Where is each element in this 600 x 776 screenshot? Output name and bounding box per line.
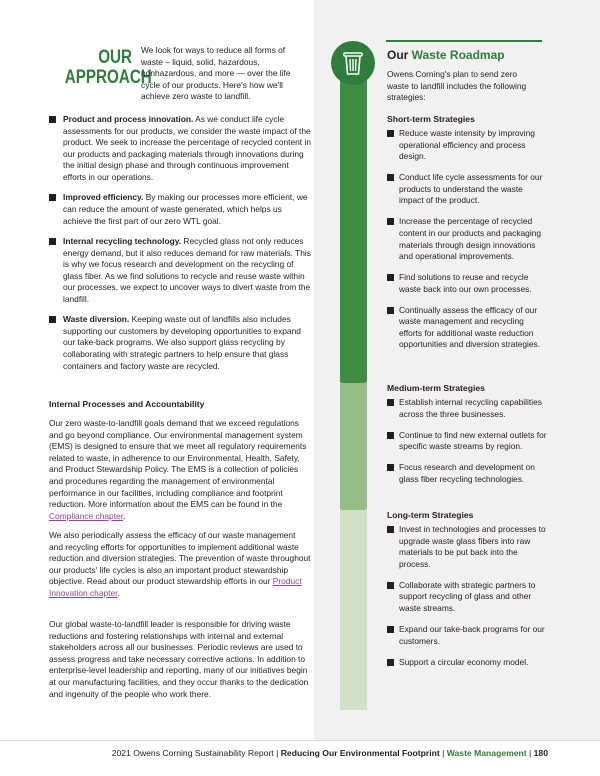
square-bullet-icon xyxy=(387,626,394,633)
square-bullet-icon xyxy=(387,274,394,281)
footer-report-title: 2021 Owens Corning Sustainability Report xyxy=(111,748,274,758)
short-term-timeline-bar xyxy=(340,72,367,382)
assessment-paragraph: We also periodically assess the efficacy of our waste management and recycling efforts for opportunities to implement additional waste reduction and diversion strategies. The prevention of waste throughout our products' life cycles is also an important product stewardship objective. Read about our product stewardship efforts in our Product Innovation chapter. xyxy=(49,530,311,598)
list-item: Product and process innovation. As we conduct life cycle assessments for our products, we consider the waste impact of the product. We seek to increase the percentage of recycled content in our products and packaging materials through innovations during the initial design phase and through continuous improvement efforts in our operations. xyxy=(49,114,311,184)
list-item: Waste diversion. Keeping waste out of landfills also includes supporting our customers by developing opportunities to expand our take-back programs. We also support glass recycling by collaborating with strategic partners to help ensure that glass containers and factory waste are recycled. xyxy=(49,314,311,372)
roadmap-top-rule xyxy=(386,40,542,42)
approach-heading-line1: OUR xyxy=(98,47,132,68)
square-bullet-icon xyxy=(387,218,394,225)
square-bullet-icon xyxy=(49,238,56,245)
trash-bin-icon xyxy=(331,41,375,85)
square-bullet-icon xyxy=(49,194,56,201)
list-item: Support a circular economy model. xyxy=(387,657,547,669)
list-item: Find solutions to reuse and recycle waste back into our own processes. xyxy=(387,272,547,295)
list-item: Increase the percentage of recycled content in our products and packaging materials through design innovations and operational improvements. xyxy=(387,216,547,262)
square-bullet-icon xyxy=(387,464,394,471)
footer-section: Reducing Our Environmental Footprint xyxy=(280,748,440,758)
footer-chapter: Waste Management xyxy=(446,748,527,758)
medium-term-heading: Medium-term Strategies xyxy=(387,383,485,393)
square-bullet-icon xyxy=(387,399,394,406)
square-bullet-icon xyxy=(49,316,56,323)
medium-term-timeline-bar xyxy=(340,383,367,509)
short-term-heading: Short-term Strategies xyxy=(387,114,475,124)
list-item: Expand our take-back programs for our customers. xyxy=(387,624,547,647)
trash-bin-badge xyxy=(331,41,375,85)
square-bullet-icon xyxy=(387,526,394,533)
product-innovation-chapter-link[interactable]: Product Innovation chapter xyxy=(49,576,302,598)
page-number: 180 xyxy=(533,748,548,758)
approach-intro: We look for ways to reduce all forms of waste – liquid, solid, hazardous, nonhazardous, and more — over the life cycle of our products. Here's how we'll achieve zero waste to landfill. xyxy=(141,45,291,102)
leadership-paragraph: Our global waste-to-landfill leader is responsible for driving waste reductions and fostering relationships with internal and external stakeholders across all our businesses. Periodic reviews are used to assess progress and take necessary corrective actions. In addition to enterprise-level leadership and reporting, many of our initiatives begin at our manufacturing facilities, and they occur thanks to the dedication and ingenuity of the people who work there. xyxy=(49,619,309,699)
square-bullet-icon xyxy=(387,659,394,666)
list-item: Collaborate with strategic partners to support recycling of glass and other waste streams. xyxy=(387,580,547,615)
medium-term-list xyxy=(387,397,547,495)
square-bullet-icon xyxy=(387,130,394,137)
compliance-chapter-link[interactable]: Compliance chapter xyxy=(49,510,124,521)
list-item: Improved efficiency. By making our processes more efficient, we can reduce the amount of waste generated, which helps us achieve the first part of our zero WTL goal. xyxy=(49,192,311,227)
square-bullet-icon xyxy=(387,432,394,439)
list-item: Establish internal recycling capabilities across the three businesses. xyxy=(387,397,547,420)
square-bullet-icon xyxy=(387,174,394,181)
long-term-list xyxy=(387,524,547,678)
list-item: Continue to find new external outlets for specific waste streams by region. xyxy=(387,430,547,453)
roadmap-intro: Owens Corning's plan to send zero waste to landfill includes the following strategies: xyxy=(387,69,527,103)
square-bullet-icon xyxy=(49,116,56,123)
square-bullet-icon xyxy=(387,307,394,314)
approach-heading-line2: APPROACH xyxy=(64,67,152,88)
ems-paragraph: Our zero waste-to-landfill goals demand that we exceed regulations and go beyond compliance. Our environmental management system (EMS) is designed to ensure that we meet all regulatory requirements related to waste, in adherence to our Environmental, Health, Safety, and Product Stewardship Policy. The EMS is a collection of policies and procedures regarding the management of environmental performance in our facilities, including compliance and footprint reduction. More information about the EMS can be found in the Compliance chapter. xyxy=(49,418,307,521)
list-item: Conduct life cycle assessments for our products to understand the waste impact of the product. xyxy=(387,172,547,207)
approach-heading xyxy=(64,47,152,88)
roadmap-title: Our Waste Roadmap xyxy=(387,48,505,62)
long-term-timeline-bar xyxy=(340,510,367,710)
approach-bullet-list xyxy=(49,114,311,381)
list-item: Invest in technologies and processes to upgrade waste glass fibers into raw materials to be put back into the process. xyxy=(387,524,547,570)
page-footer: 2021 Owens Corning Sustainability Report | Reducing Our Environmental Footprint | Waste Management | 180 xyxy=(111,748,548,758)
square-bullet-icon xyxy=(387,582,394,589)
footer-divider xyxy=(0,740,600,741)
long-term-heading: Long-term Strategies xyxy=(387,510,474,520)
list-item: Internal recycling technology. Recycled glass not only reduces energy demand, but it also reduces demand for raw materials. This is why we focus research and development on the recycling of glass fiber. As we find solutions to recycle and reuse waste within our processes, we expect to uncover ways to divert waste from the landfill. xyxy=(49,236,311,306)
internal-processes-heading: Internal Processes and Accountability xyxy=(49,399,205,409)
list-item: Continually assess the efficacy of our waste management and recycling efforts for additional waste reduction opportunities and diversion strategies. xyxy=(387,305,547,351)
short-term-list xyxy=(387,128,547,360)
list-item: Focus research and development on glass fiber recycling technologies. xyxy=(387,462,547,485)
list-item: Reduce waste intensity by improving operational efficiency and process design. xyxy=(387,128,547,163)
